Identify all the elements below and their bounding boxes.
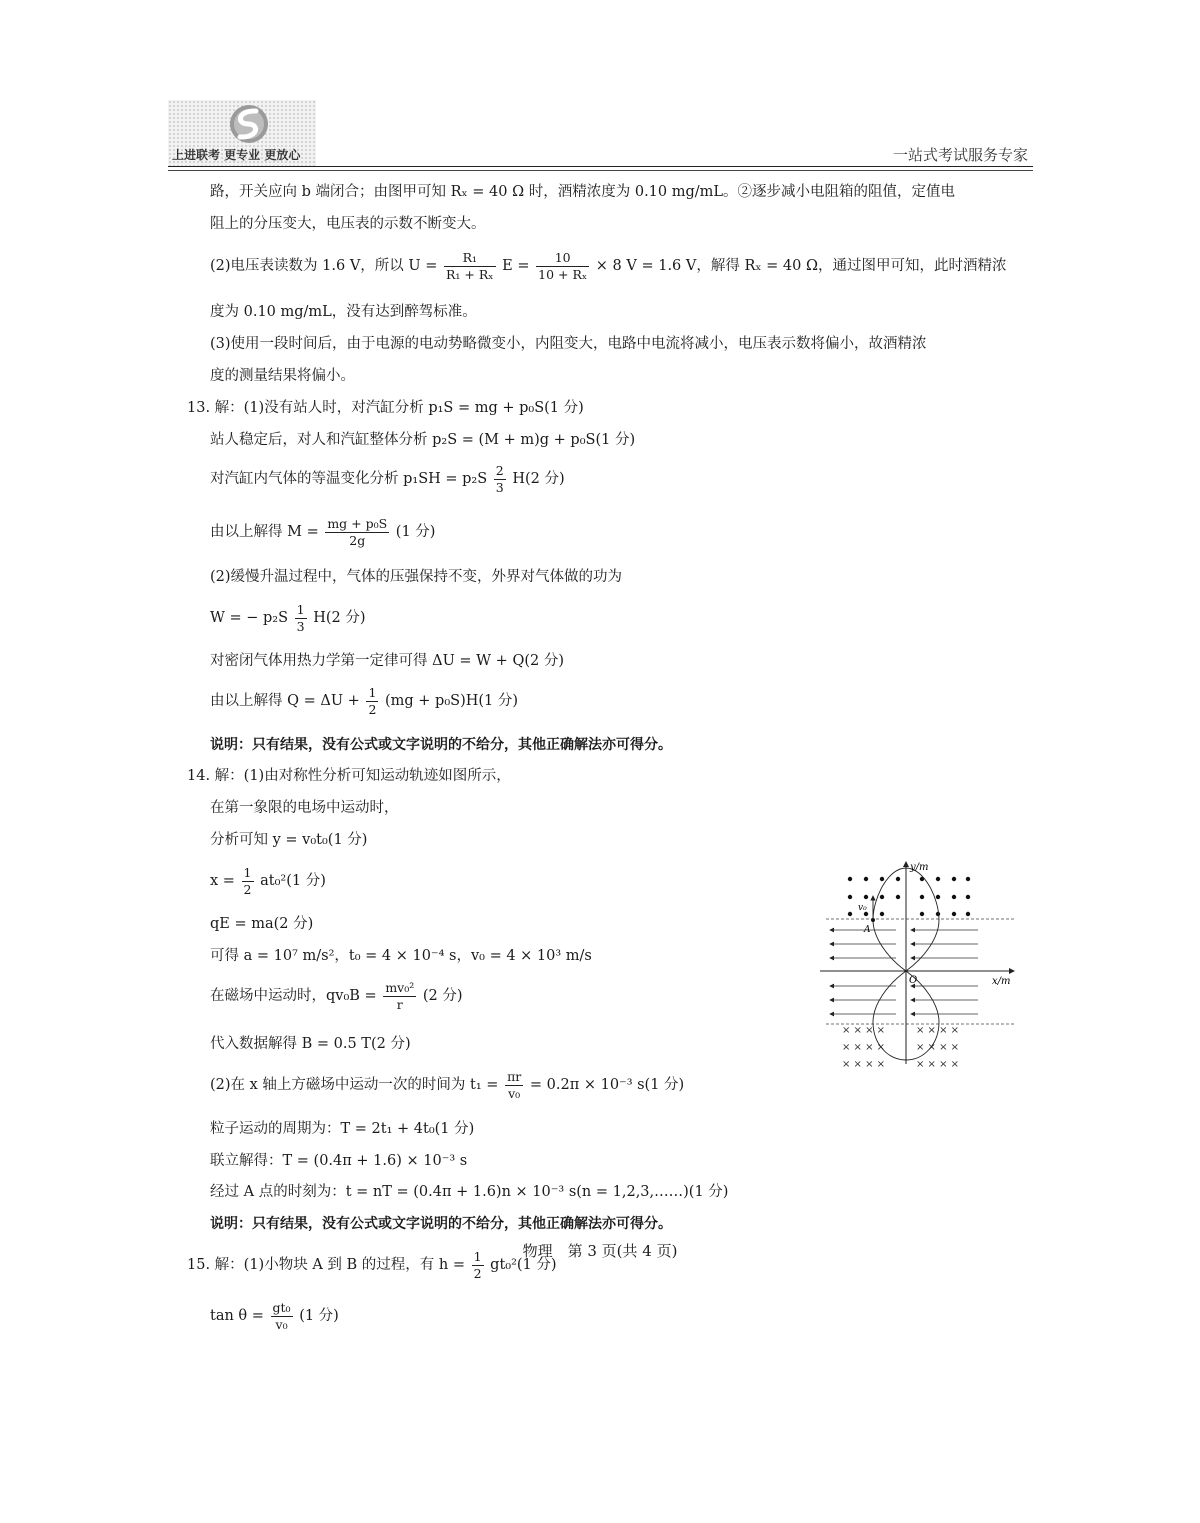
fraction [505,1069,523,1101]
fraction [536,250,589,282]
equation-line [210,1300,339,1332]
trajectory-figure [818,858,1018,1073]
scoring-note: 说明：只有结果，没有公式或文字说明的不给分，其他正确解法亦可得分。 [210,737,672,753]
fraction [494,463,506,495]
denominator: 2g [325,532,389,549]
logo-icon [226,102,272,146]
origin-label: O [909,975,918,986]
header-rule [168,166,1033,167]
equation-line [210,516,435,548]
numerator: πr [507,1069,522,1084]
denominator: 2 [368,701,377,717]
eq-text: tan θ = [210,1308,264,1325]
numerator: 2 [495,463,504,478]
eq-text: H(2 分) [512,471,565,488]
text-line: qE = ma(2 分) [210,916,314,932]
eq-text: (1 分) [395,524,436,541]
fraction [271,1300,293,1332]
eq-text: E = [502,258,530,275]
text-line: 对密闭气体用热力学第一定律可得 ΔU = W + Q(2 分) [210,653,564,669]
equation-line [210,865,326,897]
point-a-label: A [864,925,871,935]
text-line: 站人稳定后，对人和汽缸整体分析 p₂S = (M + m)g + p₀S(1 分) [210,432,636,448]
text-line: 在第一象限的电场中运动时， [210,800,399,816]
text-line: 联立解得：T = (0.4π + 1.6) × 10⁻³ s [210,1153,468,1169]
eq-text: 由以上解得 M = [210,524,319,541]
fraction [383,980,416,1012]
denominator: v₀ [505,1085,523,1102]
svg-text:× × × ×: × × × × [842,1059,886,1070]
numerator: 10 [554,250,571,265]
magnetic-field-crosses [842,1025,959,1070]
x-axis-label: x/m [992,976,1011,987]
denominator: 3 [296,618,305,634]
denominator: r [383,996,416,1013]
equation-line [210,980,463,1012]
eq-text: = 0.2π × 10⁻³ s(1 分) [529,1077,685,1094]
svg-text:× × × ×: × × × × [916,1025,960,1036]
svg-text:× × × ×: × × × × [916,1059,960,1070]
text-line: 代入数据解得 B = 0.5 T(2 分) [210,1036,411,1052]
fraction [295,602,307,634]
fraction [444,250,496,282]
eq-text: (2)在 x 轴上方磁场中运动一次的时间为 t₁ = [210,1077,499,1094]
denominator: R₁ + Rₓ [446,266,494,282]
header-tagline: 一站式考试服务专家 [892,146,1028,164]
denominator: 10 + Rₓ [538,266,588,282]
numerator: gt₀ [272,1300,291,1315]
numerator: 1 [368,685,377,700]
text-line: 度的测量结果将偏小。 [210,368,355,384]
equation-line [210,250,1006,282]
question-14-heading: 14. 解：(1)由对称性分析可知运动轨迹如图所示， [187,768,511,784]
fraction [242,865,254,897]
eq-text: (2 分) [422,988,463,1005]
fraction [366,685,378,717]
eq-text: 对汽缸内气体的等温变化分析 p₁SH = p₂S [210,471,488,488]
svg-text:× × × ×: × × × × [842,1042,886,1053]
text-line: 经过 A 点的时刻为：t = nT = (0.4π + 1.6)n × 10⁻³ s(n = 1,2,3,……)(1 分) [210,1184,729,1200]
text-line: (3)使用一段时间后，由于电源的电动势略微变小，内阻变大，电路中电流将减小，电压表示数将偏小，故酒精浓 [210,336,927,352]
eq-text: gt₀²(1 分) [490,1257,557,1274]
text-line: 路，开关应向 b 端闭合；由图甲可知 Rₓ = 40 Ω 时，酒精浓度为 0.10 mg/mL。②逐步减小电阻箱的阻值，定值电 [210,184,956,200]
equation-line [210,685,518,717]
scoring-note: 说明：只有结果，没有公式或文字说明的不给分，其他正确解法亦可得分。 [210,1216,672,1232]
text-line: (2)缓慢升温过程中，气体的压强保持不变，外界对气体做的功为 [210,569,623,585]
text-line: 阻上的分压变大，电压表的示数不断变大。 [210,216,486,232]
numerator: 1 [243,865,252,880]
numerator: 1 [296,602,305,617]
numerator: R₁ [462,250,477,265]
denominator: 3 [495,479,504,495]
eq-text: at₀²(1 分) [260,873,326,890]
electric-field-left [830,930,896,1014]
numerator: 1 [473,1249,482,1264]
y-axis-label: y/m [910,862,929,873]
eq-text: × 8 V = 1.6 V，解得 Rₓ = 40 Ω，通过图甲可知，此时酒精浓 [595,258,1007,275]
eq-text: W = − p₂S [210,610,289,627]
question-13-heading: 13. 解：(1)没有站人时，对汽缸分析 p₁S = mg + p₀S(1 分) [187,400,584,416]
eq-text: 由以上解得 Q = ΔU + [210,693,360,710]
eq-text: (mg + p₀S)H(1 分) [385,693,519,710]
numerator: mv₀² [385,980,415,995]
page-footer: 物理 第 3 页(共 4 页) [522,1242,678,1260]
logo-slogan: 上进联考 更专业 更放心 [172,148,301,162]
eq-text: x = [210,873,235,890]
equation-line [210,602,366,634]
eq-text: (2)电压表读数为 1.6 V，所以 U = [210,258,438,275]
svg-text:× × × ×: × × × × [842,1025,886,1036]
electric-field-right [911,930,978,1014]
text-line: 可得 a = 10⁷ m/s²，t₀ = 4 × 10⁻⁴ s，v₀ = 4 × 10³ m/s [210,948,592,964]
denominator: v₀ [271,1316,293,1333]
svg-text:× × × ×: × × × × [916,1042,960,1053]
velocity-label: v₀ [858,903,867,913]
text-line: 分析可知 y = v₀t₀(1 分) [210,832,368,848]
text-line: 粒子运动的周期为：T = 2t₁ + 4t₀(1 分) [210,1121,475,1137]
eq-text: H(2 分) [313,610,366,627]
eq-text: (1 分) [299,1308,339,1325]
equation-line [210,463,565,495]
denominator: 2 [473,1265,482,1281]
denominator: 2 [243,881,252,897]
text-line: 度为 0.10 mg/mL，没有达到醉驾标准。 [210,304,477,320]
fraction [325,516,389,548]
eq-text: 在磁场中运动时，qv₀B = [210,988,377,1005]
header-rule-thin [168,170,1033,171]
eq-text: 15. 解：(1)小物块 A 到 B 的过程，有 h = [187,1257,465,1274]
numerator: mg + p₀S [327,516,388,531]
equation-line [210,1069,684,1101]
